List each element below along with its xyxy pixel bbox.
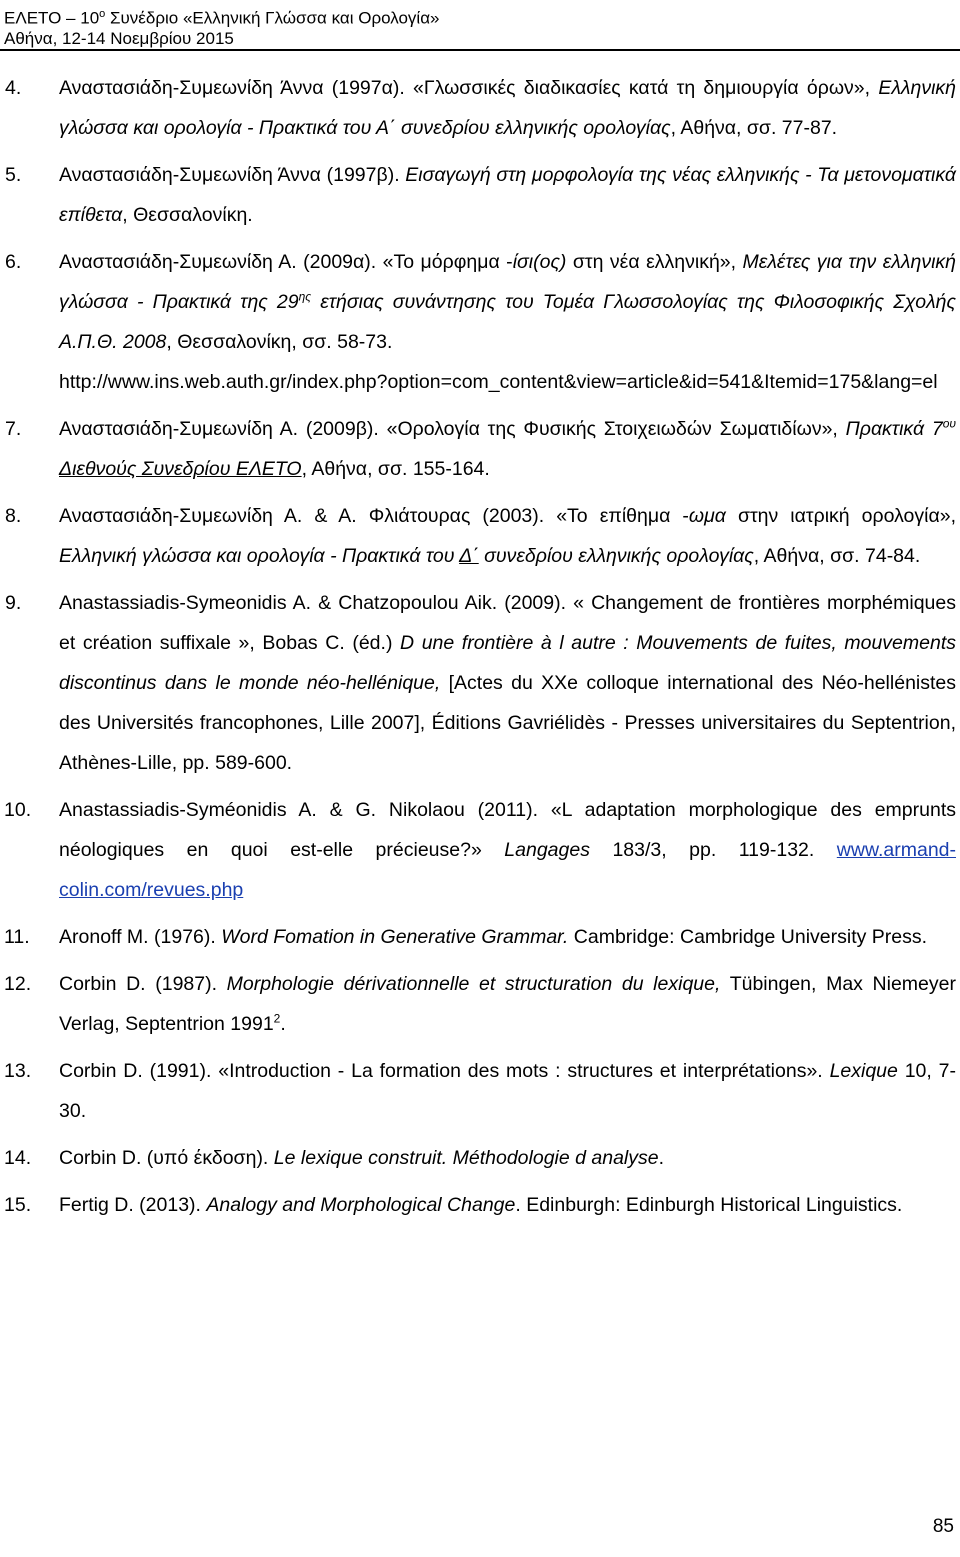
reference-item: 14. Corbin D. (υπό έκδοση). Le lexique construit. Méthodologie d analyse. — [0, 1138, 960, 1178]
reference-item: 10. Anastassiadis-Syméonidis A. & G. Nikolaou (2011). «L adaptation morphologique des emprunts néologiques en quoi est-elle précieuse?» Langages 183/3, pp. 119-132. www.armand-colin.com/revues.php — [0, 790, 960, 910]
reference-item: 8. Αναστασιάδη-Συμεωνίδη Α. & Α. Φλιάτουρας (2003). «Το επίθημα -ωμα στην ιατρική ορολογία», Ελληνική γλώσσα και ορολογία - Πρακτικά του Δ΄ συνεδρίου ελληνικής ορολογίας, Αθήνα, σσ. 74-84. — [0, 496, 960, 576]
reference-number: 14. — [4, 1147, 32, 1169]
running-header — [4, 4, 440, 49]
reference-item: 5. Αναστασιάδη-Συμεωνίδη Άννα (1997β). Εισαγωγή στη μορφολογία της νέας ελληνικής - Τα μετονοματικά επίθετα, Θεσσαλονίκη. — [0, 155, 960, 235]
reference-number: 15. — [4, 1194, 32, 1216]
reference-item: 7. Αναστασιάδη-Συμεωνίδη Α. (2009β). «Ορολογία της Φυσικής Στοιχειωδών Σωματιδίων», Πρακτικά $7^{o\upsilon}$ Διεθνούς Συνεδρίου ΕΛΕΤΟ, Αθήνα, σσ. 155-164. — [0, 409, 960, 489]
reference-number: 12. — [4, 973, 32, 995]
reference-item: 12. Corbin D. (1987). Morphologie dérivationnelle et structuration du lexique, Tübingen, Max Niemeyer Verlag, Septentrion 1991$^2$. — [0, 964, 960, 1044]
header-rule — [0, 49, 960, 51]
reference-number: 11. — [4, 926, 30, 948]
reference-item: 9. Anastassiadis-Symeonidis A. & Chatzopoulou Aik. (2009). « Changement de frontières morphémiques et création suffixale », Bobas C. (éd.) D une frontière à l autre : Mouvements de fuites, mouvements discontinus dans le monde néo-hellénique, [Actes du XXe colloque international des Néo-hellénistes des Universités francophones, Lille 2007], Éditions Gavriélidès - Presses universitaires du Septentrion, Athènes-Lille, pp. 589-600. — [0, 583, 960, 783]
reference-list — [0, 68, 960, 1232]
reference-link[interactable]: www.armand-colin.com/revues.php — [59, 839, 956, 901]
reference-url: http://www.ins.web.auth.gr/index.php?option=com_content&view=article&id=541&Itemid=175&lang=el — [59, 371, 938, 393]
reference-item: 13. Corbin D. (1991). «Introduction - La formation des mots : structures et interprétations». Lexique 10, 7-30. — [0, 1051, 960, 1131]
reference-item: 15. Fertig D. (2013). Analogy and Morphological Change. Edinburgh: Edinburgh Historical Linguistics. — [0, 1185, 960, 1225]
reference-item: 6. Αναστασιάδη-Συμεωνίδη Α. (2009α). «Το μόρφημα -ίσι(ος) στη νέα ελληνική», Μελέτες για την ελληνική γλώσσα - Πρακτικά της $29^{\eta\varsigma}$ ετήσιας συνάντησης του Τομέα Γλωσσολογίας της Φιλοσοφικής Σχολής Α.Π.Θ. 2008, Θεσσαλονίκη, σσ. 58-73. http://www.ins.web.auth.gr/index.php?option=com_content&view=article&id=541&Itemid=175&lang=el — [0, 242, 960, 402]
reference-item: 4. Αναστασιάδη-Συμεωνίδη Άννα (1997α). «Γλωσσικές διαδικασίες κατά τη δημιουργία όρων», Ελληνική γλώσσα και ορολογία - Πρακτικά του Α΄ συνεδρίου ελληνικής ορολογίας, Αθήνα, σσ. 77-87. — [0, 68, 960, 148]
reference-number: 9. — [5, 592, 22, 614]
reference-number: 6. — [5, 251, 22, 273]
reference-number: 8. — [5, 505, 22, 527]
header-line-2: Αθήνα, 12-14 Νοεμβρίου 2015 — [4, 28, 234, 48]
reference-number: 7. — [5, 418, 22, 440]
reference-number: 10. — [4, 799, 32, 821]
reference-number: 13. — [4, 1060, 32, 1082]
page-number: 85 — [932, 1516, 954, 1537]
reference-item: 11. Aronoff M. (1976). Word Fomation in Generative Grammar. Cambridge: Cambridge University Press. — [0, 917, 960, 957]
reference-number: 4. — [5, 77, 22, 99]
reference-number: 5. — [5, 164, 22, 186]
header-line-1: ΕΛΕΤΟ – $10^o$ Συνέδριο «Ελληνική Γλώσσα και Ορολογία» — [4, 8, 440, 28]
